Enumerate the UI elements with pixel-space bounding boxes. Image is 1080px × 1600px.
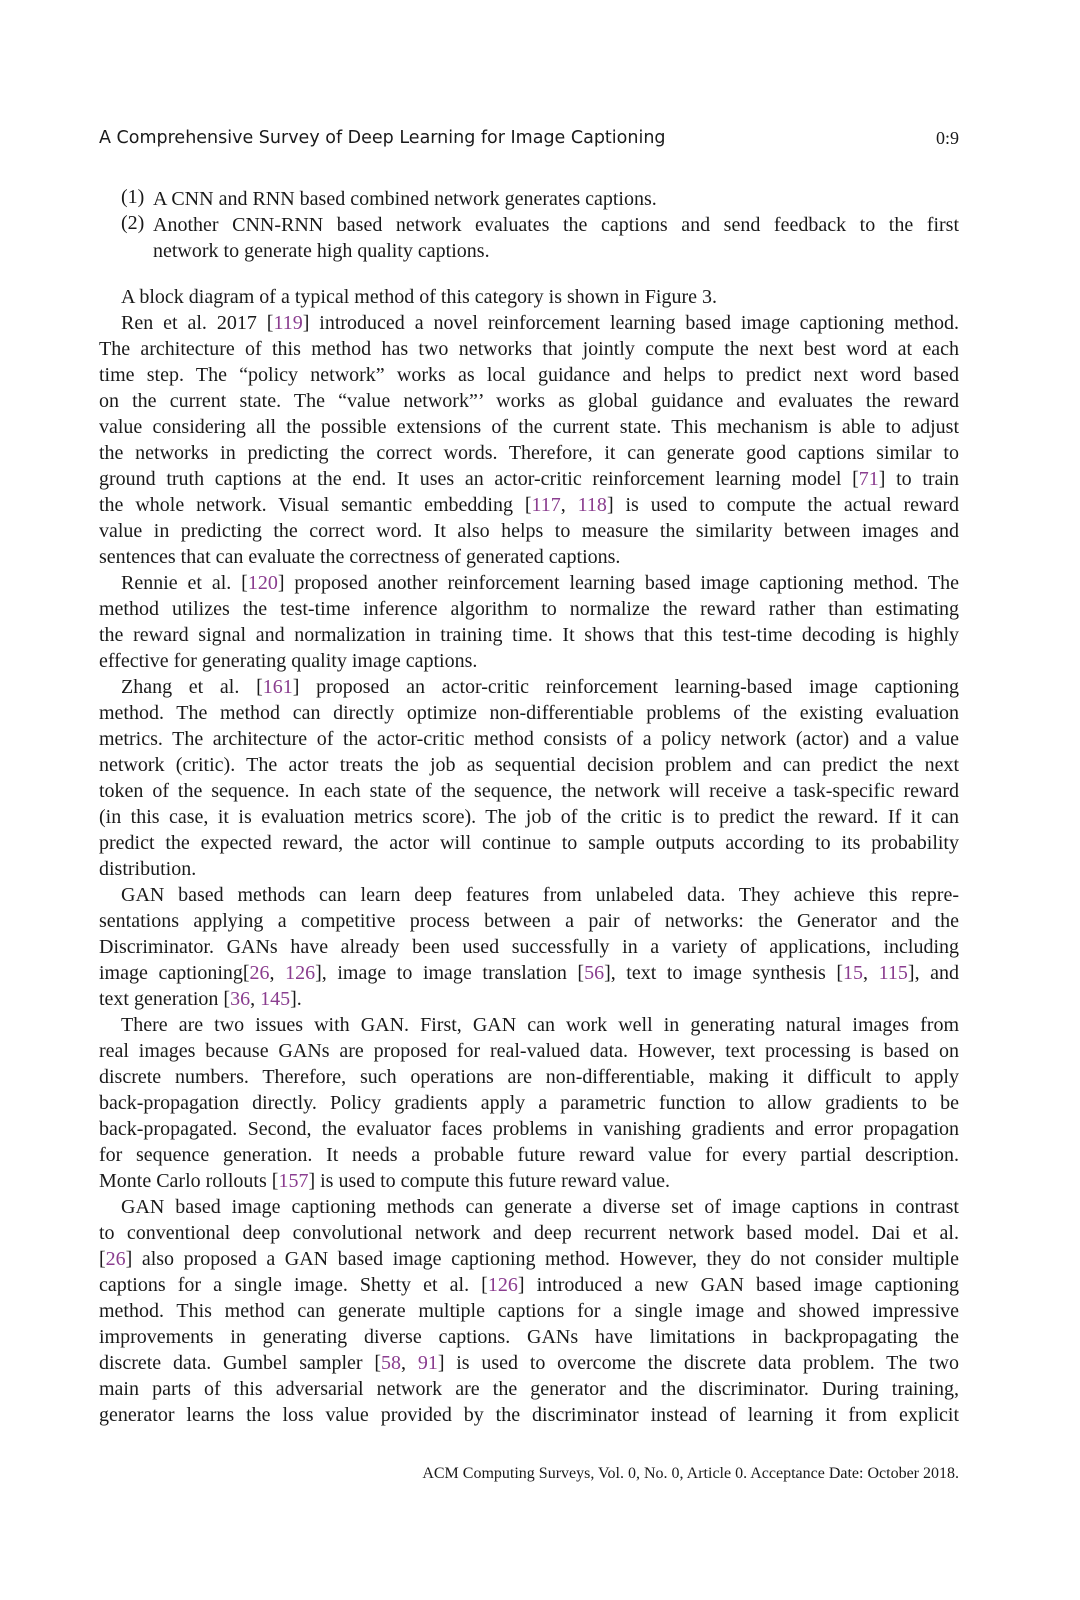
text-span: text generation [ [99,988,231,1010]
text-span: Ren et al. 2017 [ [121,312,274,334]
text-line [99,830,959,856]
list-item [121,186,959,212]
text-span: A block diagram of a typical method of this category is shown in Figure 3. [121,286,717,308]
text-span: distribution. [99,858,197,880]
citation-link[interactable]: 157 [278,1170,309,1192]
text-span: sentations applying a competitive process between a pair of networks: the Generator and the [99,910,959,932]
text-span: method. The method can directly optimize non-differentiable problems of the existing evaluation [99,702,959,724]
text-span: network (critic). The actor treats the job as sequential decision problem and can predict the next [99,754,959,776]
text-span: value considering all the possible extensions of the current state. This mechanism is able to adjust [99,416,959,438]
text-span: image captioning[ [99,962,250,984]
text-span: time step. The “policy network” works as local guidance and helps to predict next word based [99,364,959,386]
text-span: GAN based image captioning methods can generate a diverse set of image captions in contrast [121,1196,959,1218]
list-number: (2) [121,212,145,234]
text-span: captions for a single image. Shetty et al. [ [99,1274,488,1296]
footer-citation: ACM Computing Surveys, Vol. 0, No. 0, Article 0. Acceptance Date: October 2018. [422,1465,959,1482]
text-line [99,648,959,674]
text-span: method utilizes the test-time inference algorithm to normalize the reward rather than estimating [99,598,959,620]
text-line [99,1168,959,1194]
text-span: (in this case, it is evaluation metrics score). The job of the critic is to predict the reward. If it can [99,806,959,828]
text-line [99,492,959,518]
citation-link[interactable]: 126 [285,962,316,984]
text-span: the whole network. Visual semantic embedding [ [99,494,532,516]
text-span: effective for generating quality image captions. [99,650,478,672]
citation-link[interactable]: 56 [584,962,605,984]
text-span: GAN based methods can learn deep features from unlabeled data. They achieve this repre- [121,884,959,906]
text-line [99,544,959,570]
text-span: metrics. The architecture of the actor-critic method consists of a policy network (actor) and a value [99,728,959,750]
text-span: ] is used to overcome the discrete data problem. The two [437,1352,959,1374]
running-header [99,128,959,154]
text-span: the reward signal and normalization in training time. It shows that this test-time decoding is highly [99,624,959,646]
running-title: A Comprehensive Survey of Deep Learning for Image Captioning [99,128,666,148]
text-line [99,1090,959,1116]
text-line [99,570,959,596]
text-line [99,1350,959,1376]
text-span: the networks in predicting the correct words. Therefore, it can generate good captions similar to [99,442,959,464]
text-span: ]. [290,988,302,1010]
citation-link[interactable]: 119 [273,312,303,334]
text-span: back-propagation directly. Policy gradients apply a parametric function to allow gradients to be [99,1092,959,1114]
text-span: for sequence generation. It needs a probable future reward value for every partial description. [99,1144,959,1166]
text-line [99,440,959,466]
text-span: to conventional deep convolutional network and deep recurrent network based model. Dai et al. [99,1222,959,1244]
text-span: main parts of this adversarial network are the generator and the discriminator. During training, [99,1378,959,1400]
citation-link[interactable]: 71 [858,468,879,490]
text-span: ] also proposed a GAN based image captioning method. However, they do not consider multiple [125,1248,959,1270]
text-span: ] proposed another reinforcement learning based image captioning method. The [277,572,959,594]
text-line: network to generate high quality captions. [153,240,490,262]
text-span: back-propagated. Second, the evaluator faces problems in vanishing gradients and error propagation [99,1118,959,1140]
text-line [99,1324,959,1350]
text-span: ] is used to compute the actual reward [606,494,959,516]
text-span: real images because GANs are proposed for real-valued data. However, text processing is based on [99,1040,959,1062]
body-text [99,284,959,1428]
text-span: value in predicting the correct word. It also helps to measure the similarity between images and [99,520,959,542]
text-span: ] introduced a novel reinforcement learning based image captioning method. [302,312,959,334]
text-line [99,622,959,648]
text-line: A CNN and RNN based combined network generates captions. [153,188,657,210]
text-span: discrete numbers. Therefore, such operations are non-differentiable, making it difficult to apply [99,1066,959,1088]
text-line [99,934,959,960]
text-line [99,414,959,440]
text-span: ], text to image synthesis [ [604,962,844,984]
text-line [99,752,959,778]
text-line [99,960,959,986]
text-line [99,1220,959,1246]
text-span: token of the sequence. In each state of the sequence, the network will receive a task-specific reward [99,780,959,802]
citation-link[interactable]: 58 [381,1352,402,1374]
text-line [99,1038,959,1064]
text-span: ground truth captions at the end. It uses an actor-critic reinforcement learning model [ [99,468,859,490]
text-span: ], image to image translation [ [315,962,585,984]
text-line [99,1246,959,1272]
text-span: , [863,962,879,984]
text-line [99,466,959,492]
text-line [99,1012,959,1038]
text-span: method. This method can generate multiple captions for a single image and showed impressive [99,1300,959,1322]
text-line [99,1064,959,1090]
text-span: The architecture of this method has two networks that jointly compute the next best word at each [99,338,959,360]
text-line [99,986,959,1012]
text-span: on the current state. The “value network”’ works as global guidance and evaluates the reward [99,390,959,412]
citation-link[interactable]: 91 [417,1352,438,1374]
text-line [99,726,959,752]
citation-link[interactable]: 117 [531,494,561,516]
list-number: (1) [121,186,145,208]
text-span: ] to train [878,468,959,490]
text-line [99,1116,959,1142]
text-line [99,388,959,414]
text-span: ] is used to compute this future reward value. [308,1170,670,1192]
text-span: [ [99,1248,106,1270]
text-line: Another CNN-RNN based network evaluates the captions and send feedback to the first [153,214,959,236]
text-line [99,284,959,310]
citation-link[interactable]: 26 [105,1248,126,1270]
text-span: , [560,494,578,516]
text-line [99,362,959,388]
text-span: Monte Carlo rollouts [ [99,1170,279,1192]
text-line [99,1194,959,1220]
text-span: ] introduced a new GAN based image captioning [517,1274,959,1296]
text-line [99,1298,959,1324]
text-line [99,700,959,726]
citation-link[interactable]: 120 [247,572,278,594]
text-span: , [401,1352,418,1374]
citation-link[interactable]: 26 [249,962,270,984]
text-line [99,336,959,362]
text-span: generator learns the loss value provided by the discriminator instead of learning it from explicit [99,1404,959,1426]
text-line [99,310,959,336]
text-line [99,1376,959,1402]
text-line [99,1402,959,1428]
text-span: ] proposed an actor-critic reinforcement learning-based image captioning [292,676,959,698]
text-line [99,1142,959,1168]
text-span: ], and [907,962,960,984]
list-item [121,212,959,264]
text-span: , [269,962,286,984]
page-number: 0:9 [935,128,959,148]
numbered-list [121,186,959,264]
citation-link[interactable]: 145 [260,988,291,1010]
text-line [99,804,959,830]
citation-link[interactable]: 15 [843,962,864,984]
text-span: Rennie et al. [ [121,572,248,594]
citation-link[interactable]: 115 [878,962,908,984]
citation-link[interactable]: 126 [487,1274,518,1296]
text-span: predict the expected reward, the actor will continue to sample outputs according to its probability [99,832,959,854]
citation-link[interactable]: 161 [262,676,293,698]
citation-link[interactable]: 118 [577,494,607,516]
text-line [99,674,959,700]
text-line [99,908,959,934]
text-span: Zhang et al. [ [121,676,263,698]
text-span: improvements in generating diverse captions. GANs have limitations in backpropagating the [99,1326,959,1348]
text-line [99,856,959,882]
text-line [99,596,959,622]
text-span: There are two issues with GAN. First, GAN can work well in generating natural images from [121,1014,959,1036]
text-span: discrete data. Gumbel sampler [ [99,1352,382,1374]
text-line [99,1272,959,1298]
text-line [99,518,959,544]
text-line [99,778,959,804]
citation-link[interactable]: 36 [230,988,251,1010]
text-line [99,882,959,908]
text-span: sentences that can evaluate the correctness of generated captions. [99,546,621,568]
text-span: Discriminator. GANs have already been used successfully in a variety of applications, including [99,936,959,958]
text-span: , [250,988,261,1010]
